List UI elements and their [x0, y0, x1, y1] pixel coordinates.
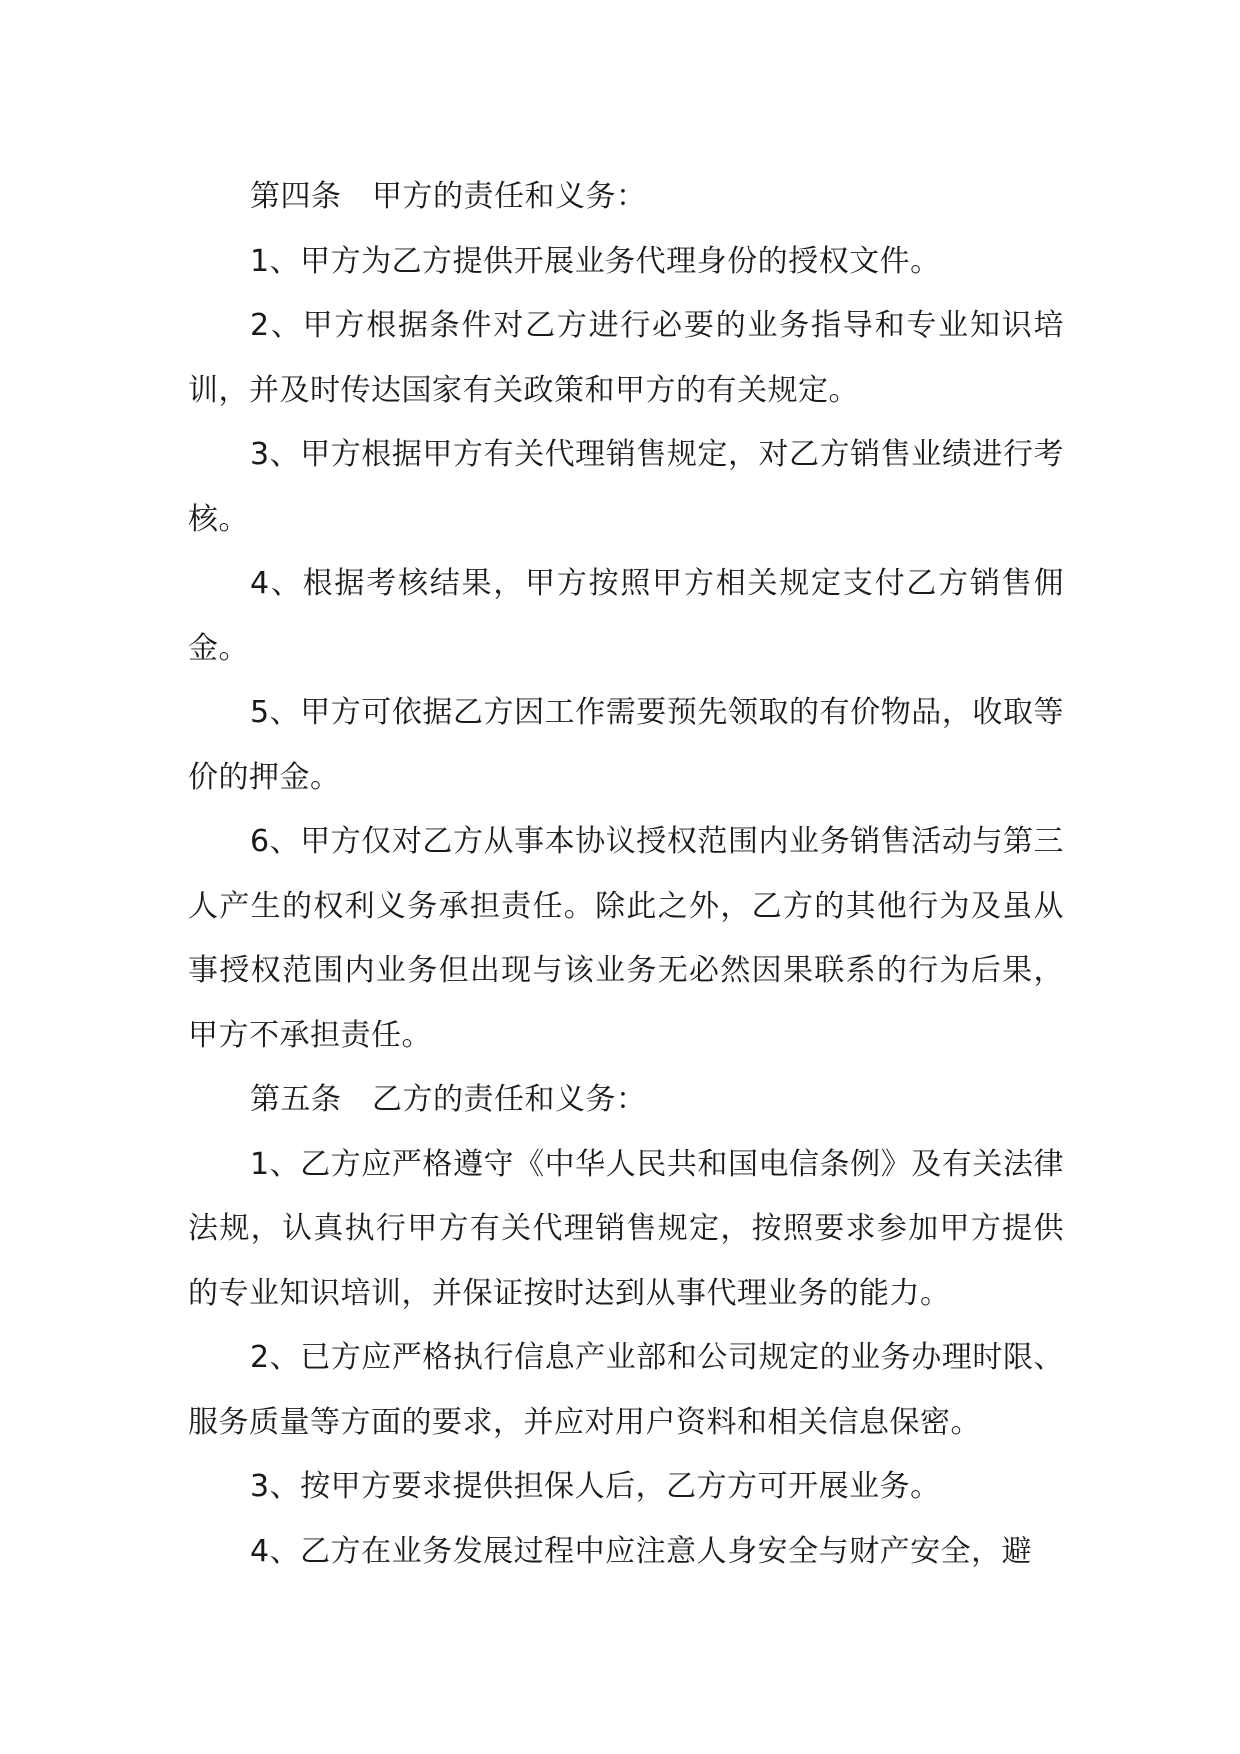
document-body [188, 165, 1064, 1584]
article-4-clause-1: 1、甲方为乙方提供开展业务代理身份的授权文件。 [250, 243, 941, 279]
article-5-clause-2: 2、已方应严格执行信息产业部和公司规定的业务办理时限、服务质量等方面的要求，并应对用户资料和相关信息保密。 [188, 1340, 1064, 1440]
article-5-clause-3: 3、按甲方要求提供担保人后，乙方方可开展业务。 [250, 1469, 941, 1504]
article-4-clause-3: 3、甲方根据甲方有关代理销售规定，对乙方销售业绩进行考核。 [188, 437, 1064, 537]
article-5-heading: 第五条 乙方的责任和义务： [250, 1082, 647, 1117]
article-4-clause-5: 5、甲方可依据乙方因工作需要预先领取的有价物品，收取等价的押金。 [188, 695, 1064, 795]
article-4-clause-2: 2、甲方根据条件对乙方进行必要的业务指导和专业知识培训，并及时传达国家有关政策和甲方的有关规定。 [188, 308, 1064, 408]
article-5-clause-4: 4、乙方在业务发展过程中应注意人身安全与财产安全，避 [250, 1533, 1033, 1569]
article-4-heading: 第四条 甲方的责任和义务： [250, 179, 647, 214]
article-4-clause-6: 6、甲方仅对乙方从事本协议授权范围内业务销售活动与第三人产生的权利义务承担责任。除此之外，乙方的其他行为及虽从事授权范围内业务但出现与该业务无必然因果联系的行为后果，甲方不承担责任。 [188, 824, 1064, 1053]
article-4-clause-4: 4、根据考核结果，甲方按照甲方相关规定支付乙方销售佣金。 [188, 566, 1064, 666]
article-5-clause-1: 1、乙方应严格遵守《中华人民共和国电信条例》及有关法律法规，认真执行甲方有关代理销售规定，按照要求参加甲方提供的专业知识培训，并保证按时达到从事代理业务的能力。 [188, 1146, 1064, 1311]
